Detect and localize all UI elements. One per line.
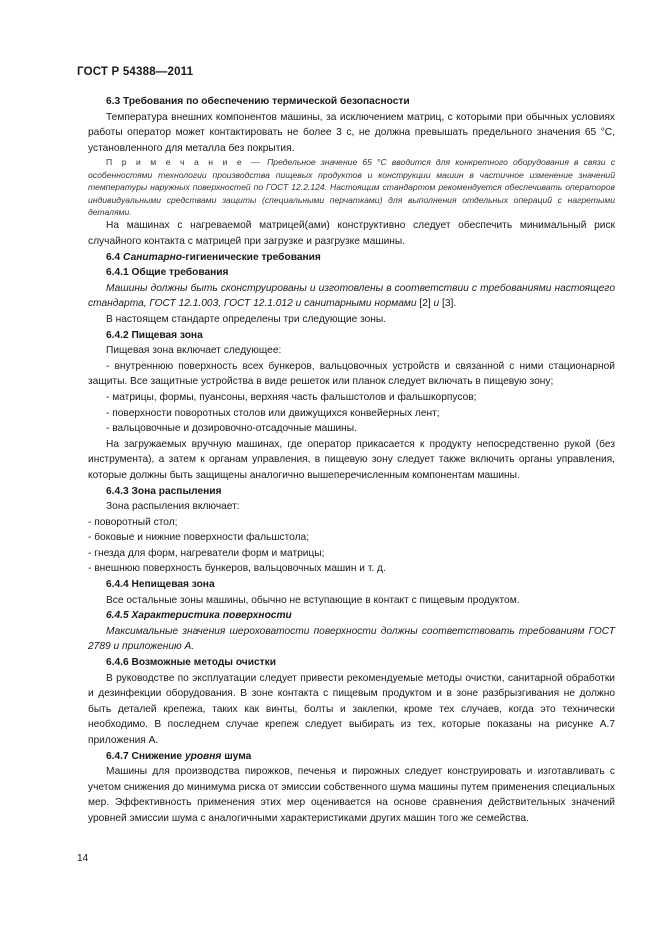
italic-conjunction: и [433, 298, 440, 310]
document-header: ГОСТ Р 54388—2011 [77, 66, 194, 78]
section-heading-6-3: 6.3 Требования по обеспечению термической безопасности [106, 96, 410, 107]
page-number: 14 [77, 853, 89, 864]
paragraph: На загружаемых вручную машинах, где оператор прикасается к продукту непосредственно рукой (без инструмента), а затем к органам управления, в пищевую зону следует также включить органы управления, которые должны быть защищены аналогично вышеперечисленным компонентам машины. [88, 438, 615, 481]
heading-number: 6.4.7 Снижение [106, 750, 185, 762]
paragraph: Максимальные значения шероховатости поверхности должны соответствовать требованиям ГОСТ 2789 и приложению А. [88, 625, 615, 653]
heading-rest: -гигиенические требования [181, 251, 321, 263]
heading-rest: шума [221, 750, 252, 762]
list-item: - внутреннюю поверхность всех бункеров, вальцовочных устройств и связанной с ними стационарной защиты. Все защитные устройства в виде решеток или планок следует включать в пищевую зону; [88, 360, 615, 388]
paragraph: Пищевая зона включает следующее: [106, 345, 282, 357]
section-heading-6-4-2: 6.4.2 Пищевая зона [106, 329, 203, 341]
section-heading-6-4-4: 6.4.4 Непищевая зона [106, 579, 215, 591]
section-heading-6-4-6: 6.4.6 Возможные методы очистки [106, 657, 276, 669]
document-body [88, 94, 615, 827]
section-heading-6-4-7 [88, 749, 615, 765]
paragraph: В руководстве по эксплуатации следует привести рекомендуемые методы очистки, санитарной обработки и дезинфекции оборудования. В зоне контакта с пищевым продуктом и в зоне разбрызгивания не должно быть деталей крепежа, таких как винты, болты и заклепки, кроме тех случаев, когда это технически необходимо. В последнем случае крепеж следует выбирать из тех, которые показаны на рисунке А.7 приложения А. [88, 672, 615, 746]
list-item: - матрицы, формы, пуансоны, верхняя часть фальшстолов и фальшкорпусов; [106, 391, 477, 403]
paragraph: Температура внешних компонентов машины, за исключением матриц, с которыми при обычных условиях работы оператор может контактировать не более 3 с, не должна превышать предельного значения 65 °С, установленного для металла без покрытия. [88, 111, 615, 154]
list-item: - вальцовочные и дозировочно-отсадочные машины. [106, 423, 357, 435]
italic-text: Машины должны быть сконструированы и изготовлены в соответствии с требованиями настоящего стандарта, ГОСТ 12.1.003, ГОСТ 12.1.012 и санитарными нормами [88, 282, 615, 310]
paragraph [88, 281, 615, 312]
list-item: - боковые и нижние поверхности фальшстола; [88, 532, 310, 544]
section-heading-6-4-5: 6.4.5 Характеристика поверхности [106, 610, 292, 622]
note-text: Предельное значение 65 °С вводится для конкретного оборудования в связи с особенностями технологии производства пищевых продуктов и конструкции машин в частичное изменение значений температуры наружных поверхностей по ГОСТ 12.2.124. Настоящим стандартом рекомендуется обеспечивать операторов индивидуальными средствами защиты (специальными перчатками) для выполнения отдельных операций с нагретыми деталями. [88, 157, 615, 217]
heading-italic-part: уровня [184, 750, 222, 762]
note [88, 156, 615, 218]
paragraph: В настоящем стандарте определены три следующие зоны. [106, 313, 387, 325]
section-heading-6-4-1: 6.4.1 Общие требования [106, 267, 229, 279]
heading-italic-part: Санитарно [123, 251, 182, 263]
references-end: [3]. [439, 298, 457, 310]
paragraph: На машинах с нагреваемой матрицей(ами) конструктивно следует обеспечить минимальный риск случайного контакта с матрицей при загрузке и разгрузке машины. [88, 220, 615, 247]
paragraph: Все остальные зоны машины, обычно не вступающие в контакт с пищевым продуктом. [106, 594, 520, 606]
list-item: - внешнюю поверхность бункеров, вальцовочных машин и т. д. [88, 563, 386, 575]
paragraph: Зона распыления включает: [106, 501, 240, 513]
list-item: - гнезда для форм, нагреватели форм и матрицы; [88, 547, 325, 559]
list-item: - поверхности поворотных столов или движущихся конвейерных лент; [106, 407, 440, 419]
note-label: П р и м е ч а н и е — [106, 157, 262, 168]
paragraph: Машины для производства пирожков, печенья и пирожных следует конструировать и изготавливать с учетом снижения до минимума риска от эмиссии собственного шума машины путем применения специальных мер. Эффективность применения этих мер оценивается на основе сравнения действительных значений уровней эмиссии шума с аналогичными характеристиками других машин того же семейства. [88, 766, 615, 824]
heading-number: 6.4 [106, 251, 123, 263]
section-heading-6-4-3: 6.4.3 Зона распыления [106, 485, 222, 497]
section-heading-6-4 [88, 250, 615, 266]
list-item: - поворотный стол; [88, 516, 178, 528]
references: [2] [416, 298, 434, 310]
